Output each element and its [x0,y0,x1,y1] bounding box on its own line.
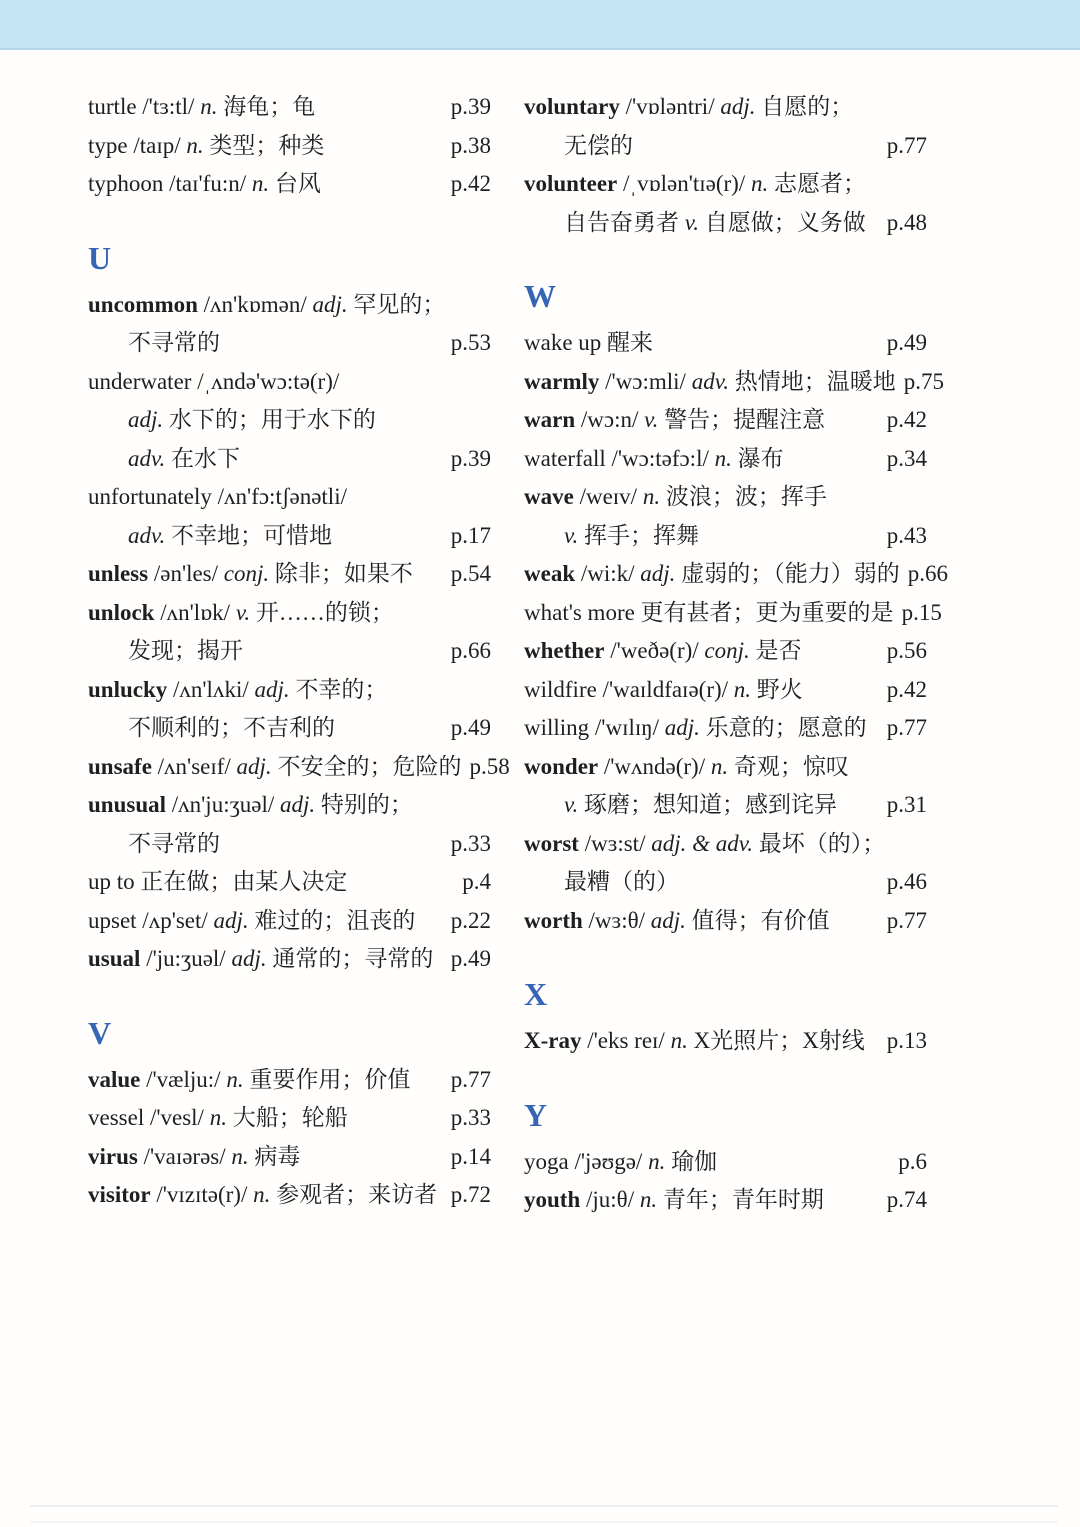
entry-line [88,127,491,166]
entry-line [88,825,491,864]
entry-text: underwater /ˌʌndə'wɔ:tə(r)/ [88,368,340,394]
entry-text: unlucky /ʌn'lʌki/ adj. 不幸的； [88,676,388,702]
page-ref: p.42 [886,676,927,702]
entry-text: wildfire /'waɪldfaɪə(r)/ n. 野火 [524,676,803,702]
section-letter-U: U [88,239,112,276]
entry-underwater [88,363,491,479]
entry-line [88,1099,491,1138]
entry-warmly [524,363,944,402]
entry-line [524,440,927,479]
entry-text: unusual /ʌn'ju:ʒuəl/ adj. 特别的； [88,792,413,817]
entry-unlucky [88,671,491,748]
entry-text: visitor /'vɪzɪtə(r)/ n. 参观者；来访者 [88,1182,438,1207]
top-bar [0,0,1080,50]
page-ref: p.15 [901,599,942,625]
page-ref: p.72 [450,1182,491,1207]
entry-text: unsafe /ʌn'seɪf/ adj. 不安全的；危险的 [88,753,462,779]
entry-text: unfortunately /ʌn'fɔ:tʃənətli/ [88,484,347,509]
page-ref: p.53 [450,330,491,355]
page-ref: p.66 [907,561,948,586]
page-ref: p.58 [469,753,510,779]
page-ref: p.48 [886,209,927,235]
entry-text: unless /ən'les/ conj. 除非；如果不 [88,561,413,586]
page-ref: p.74 [886,1187,927,1212]
page-ref: p.43 [886,522,927,548]
entry-line [524,863,927,902]
bottom-hairline [30,1505,1058,1507]
entry-line [88,594,491,633]
entry-worth [524,902,927,941]
entry-unlock [88,594,491,671]
entry-line [88,902,491,941]
entry-line [88,286,491,325]
entry-line [524,748,927,787]
entry-line [88,709,491,748]
entry-line [88,863,491,902]
entry-text: adv. 不幸地；可惜地 [128,522,333,548]
entry-line [88,88,491,127]
entry-line [524,478,927,517]
section-letter-Y: Y [524,1096,548,1133]
entry-line [88,165,491,204]
entry-text: volunteer /ˌvɒlən'tɪə(r)/ n. 志愿者； [524,171,866,196]
entry-text: unlock /ʌn'lɒk/ v. 开……的锁； [88,599,394,625]
entry-line [524,594,942,633]
entry-line [88,478,491,517]
entry-line [524,88,927,127]
entry-text: up to 正在做；由某人决定 [88,869,348,894]
entry-text: wake up 醒来 [524,330,654,355]
entry-turtle [88,88,491,127]
entry-text: wonder /'wʌndə(r)/ n. 奇观；惊叹 [524,753,849,779]
entry-line [524,363,944,402]
page-ref: p.34 [886,445,927,471]
page-ref: p.6 [898,1148,927,1174]
entry-line [88,440,491,479]
entry-unusual [88,786,491,863]
entry-what-s-more [524,594,942,633]
page-ref: p.31 [886,792,927,817]
page-ref: p.77 [886,132,927,158]
page-ref: p.42 [450,171,491,196]
entry-wonder [524,748,927,825]
page-ref: p.49 [450,715,491,740]
entry-typhoon [88,165,491,204]
page-ref: p.77 [886,715,927,740]
entry-unless [88,555,491,594]
entry-line [524,204,927,243]
entry-line [88,1061,491,1100]
entry-text: warn /wɔ:n/ v. 警告；提醒注意 [524,407,826,432]
entry-type [88,127,491,166]
bottom-hairline-2 [30,1521,1058,1523]
entry-upset [88,902,491,941]
entry-text: upset /ʌp'set/ adj. 难过的；沮丧的 [88,907,416,933]
section-letter-V: V [88,1014,112,1051]
entry-text: usual /'ju:ʒuəl/ adj. 通常的；寻常的 [88,946,434,971]
entry-text: wave /weɪv/ n. 波浪；波；挥手 [524,484,827,509]
entry-line [524,517,927,556]
page-ref: p.49 [450,946,491,971]
entry-line [88,748,510,787]
entry-text: weak /wi:k/ adj. 虚弱的；（能力）弱的 [524,561,900,586]
entry-text: turtle /'tɜ:tl/ n. 海龟；龟 [88,94,316,119]
entry-line [88,940,491,979]
entry-text: adv. 在水下 [128,445,241,471]
entry-line [88,786,491,825]
entry-line [88,632,491,671]
section-letter-X: X [524,976,548,1012]
entry-text: worth /wɜ:θ/ adj. 值得；有价值 [524,907,830,933]
entry-wildfire [524,671,927,710]
page-ref: p.33 [450,1105,491,1130]
entry-line [524,632,927,671]
page-ref: p.4 [462,869,491,894]
glossary-content [88,88,948,1220]
entry-text: 不寻常的 [128,830,220,856]
entry-text: 不顺利的；不吉利的 [128,715,335,740]
entry-line [88,517,491,556]
entry-text: value /'vælju:/ n. 重要作用；价值 [88,1066,411,1092]
entry-line [524,401,927,440]
page-ref: p.46 [886,869,927,894]
page-ref: p.39 [450,445,491,471]
entry-text: youth /ju:θ/ n. 青年；青年时期 [524,1187,824,1212]
entry-line [524,825,927,864]
section-letter-W: W [524,278,556,314]
entry-up-to [88,863,491,902]
entry-willing [524,709,927,748]
entry-text: 无偿的 [564,132,633,158]
page-ref: p.17 [450,522,491,548]
page-ref: p.56 [886,638,927,663]
entry-line [524,1022,927,1061]
entry-visitor [88,1176,491,1215]
entry-virus [88,1138,491,1177]
entry-value [88,1061,491,1100]
entry-text: what's more 更有甚者；更为重要的是 [524,599,894,625]
page-ref: p.13 [886,1028,927,1053]
entry-volunteer [524,165,927,242]
page-ref: p.49 [886,330,927,355]
page-ref: p.22 [450,907,491,933]
entry-line [88,1138,491,1177]
entry-line [524,671,927,710]
page-ref: p.75 [903,368,944,394]
entry-text: 不寻常的 [128,330,220,355]
entry-text: vessel /'vesl/ n. 大船；轮船 [88,1105,348,1130]
entry-text: 发现；揭开 [128,638,243,663]
entry-text: 自告奋勇者 v. 自愿做；义务做 [564,209,866,235]
entry-text: whether /'weðə(r)/ conj. 是否 [524,638,802,663]
entry-x-ray [524,1022,927,1061]
entry-wave [524,478,927,555]
entry-text: virus /'vaɪərəs/ n. 病毒 [88,1143,301,1169]
glossary-column-right [524,88,948,1220]
entry-voluntary [524,88,927,165]
entry-text: warmly /'wɔ:mli/ adv. 热情地；温暖地 [524,368,896,394]
entry-unsafe [88,748,510,787]
entry-warn [524,401,927,440]
entry-text: adj. 水下的；用于水下的 [128,407,376,432]
entry-line [88,671,491,710]
entry-line [88,324,491,363]
entry-text: v. 琢磨；想知道；感到诧异 [564,792,838,817]
entry-line [524,555,948,594]
entry-text: uncommon /ʌn'kɒmən/ adj. 罕见的； [88,291,446,317]
entry-worst [524,825,927,902]
entry-usual [88,940,491,979]
page-ref: p.14 [450,1143,491,1169]
entry-line [88,555,491,594]
page-ref: p.38 [450,132,491,158]
entry-vessel [88,1099,491,1138]
entry-text: X-ray /'eks reɪ/ n. X光照片；X射线 [524,1028,865,1053]
entry-line [524,1181,927,1220]
entry-line [524,902,927,941]
page-ref: p.54 [450,561,491,586]
entry-yoga [524,1143,927,1182]
entry-unfortunately [88,478,491,555]
entry-text: waterfall /'wɔ:təfɔ:l/ n. 瀑布 [524,445,784,471]
entry-line [88,1176,491,1215]
page-ref: p.33 [450,830,491,856]
entry-line [524,786,927,825]
entry-waterfall [524,440,927,479]
entry-text: typhoon /taɪ'fu:n/ n. 台风 [88,171,321,196]
entry-line [524,165,927,204]
entry-text: v. 挥手；挥舞 [564,522,700,548]
entry-text: voluntary /'vɒləntri/ adj. 自愿的； [524,94,854,119]
page-ref: p.39 [450,94,491,119]
page-ref: p.66 [450,638,491,663]
page-ref: p.42 [886,407,927,432]
entry-line [524,709,927,748]
entry-uncommon [88,286,491,363]
entry-line [88,363,491,402]
glossary-column-left [88,88,510,1220]
entry-text: type /taɪp/ n. 类型；种类 [88,132,325,158]
entry-text: 最糟（的） [564,869,679,894]
page-ref: p.77 [450,1066,491,1092]
entry-text: willing /'wɪlɪŋ/ adj. 乐意的；愿意的 [524,715,867,740]
entry-line [88,401,491,440]
entry-weak [524,555,948,594]
page-ref: p.77 [886,907,927,933]
entry-text: worst /wɜ:st/ adj. & adv. 最坏（的）； [524,830,886,856]
entry-whether [524,632,927,671]
entry-line [524,1143,927,1182]
entry-wake-up [524,324,927,363]
entry-youth [524,1181,927,1220]
entry-text: yoga /'jəʊgə/ n. 瑜伽 [524,1148,718,1174]
entry-line [524,127,927,166]
entry-line [524,324,927,363]
